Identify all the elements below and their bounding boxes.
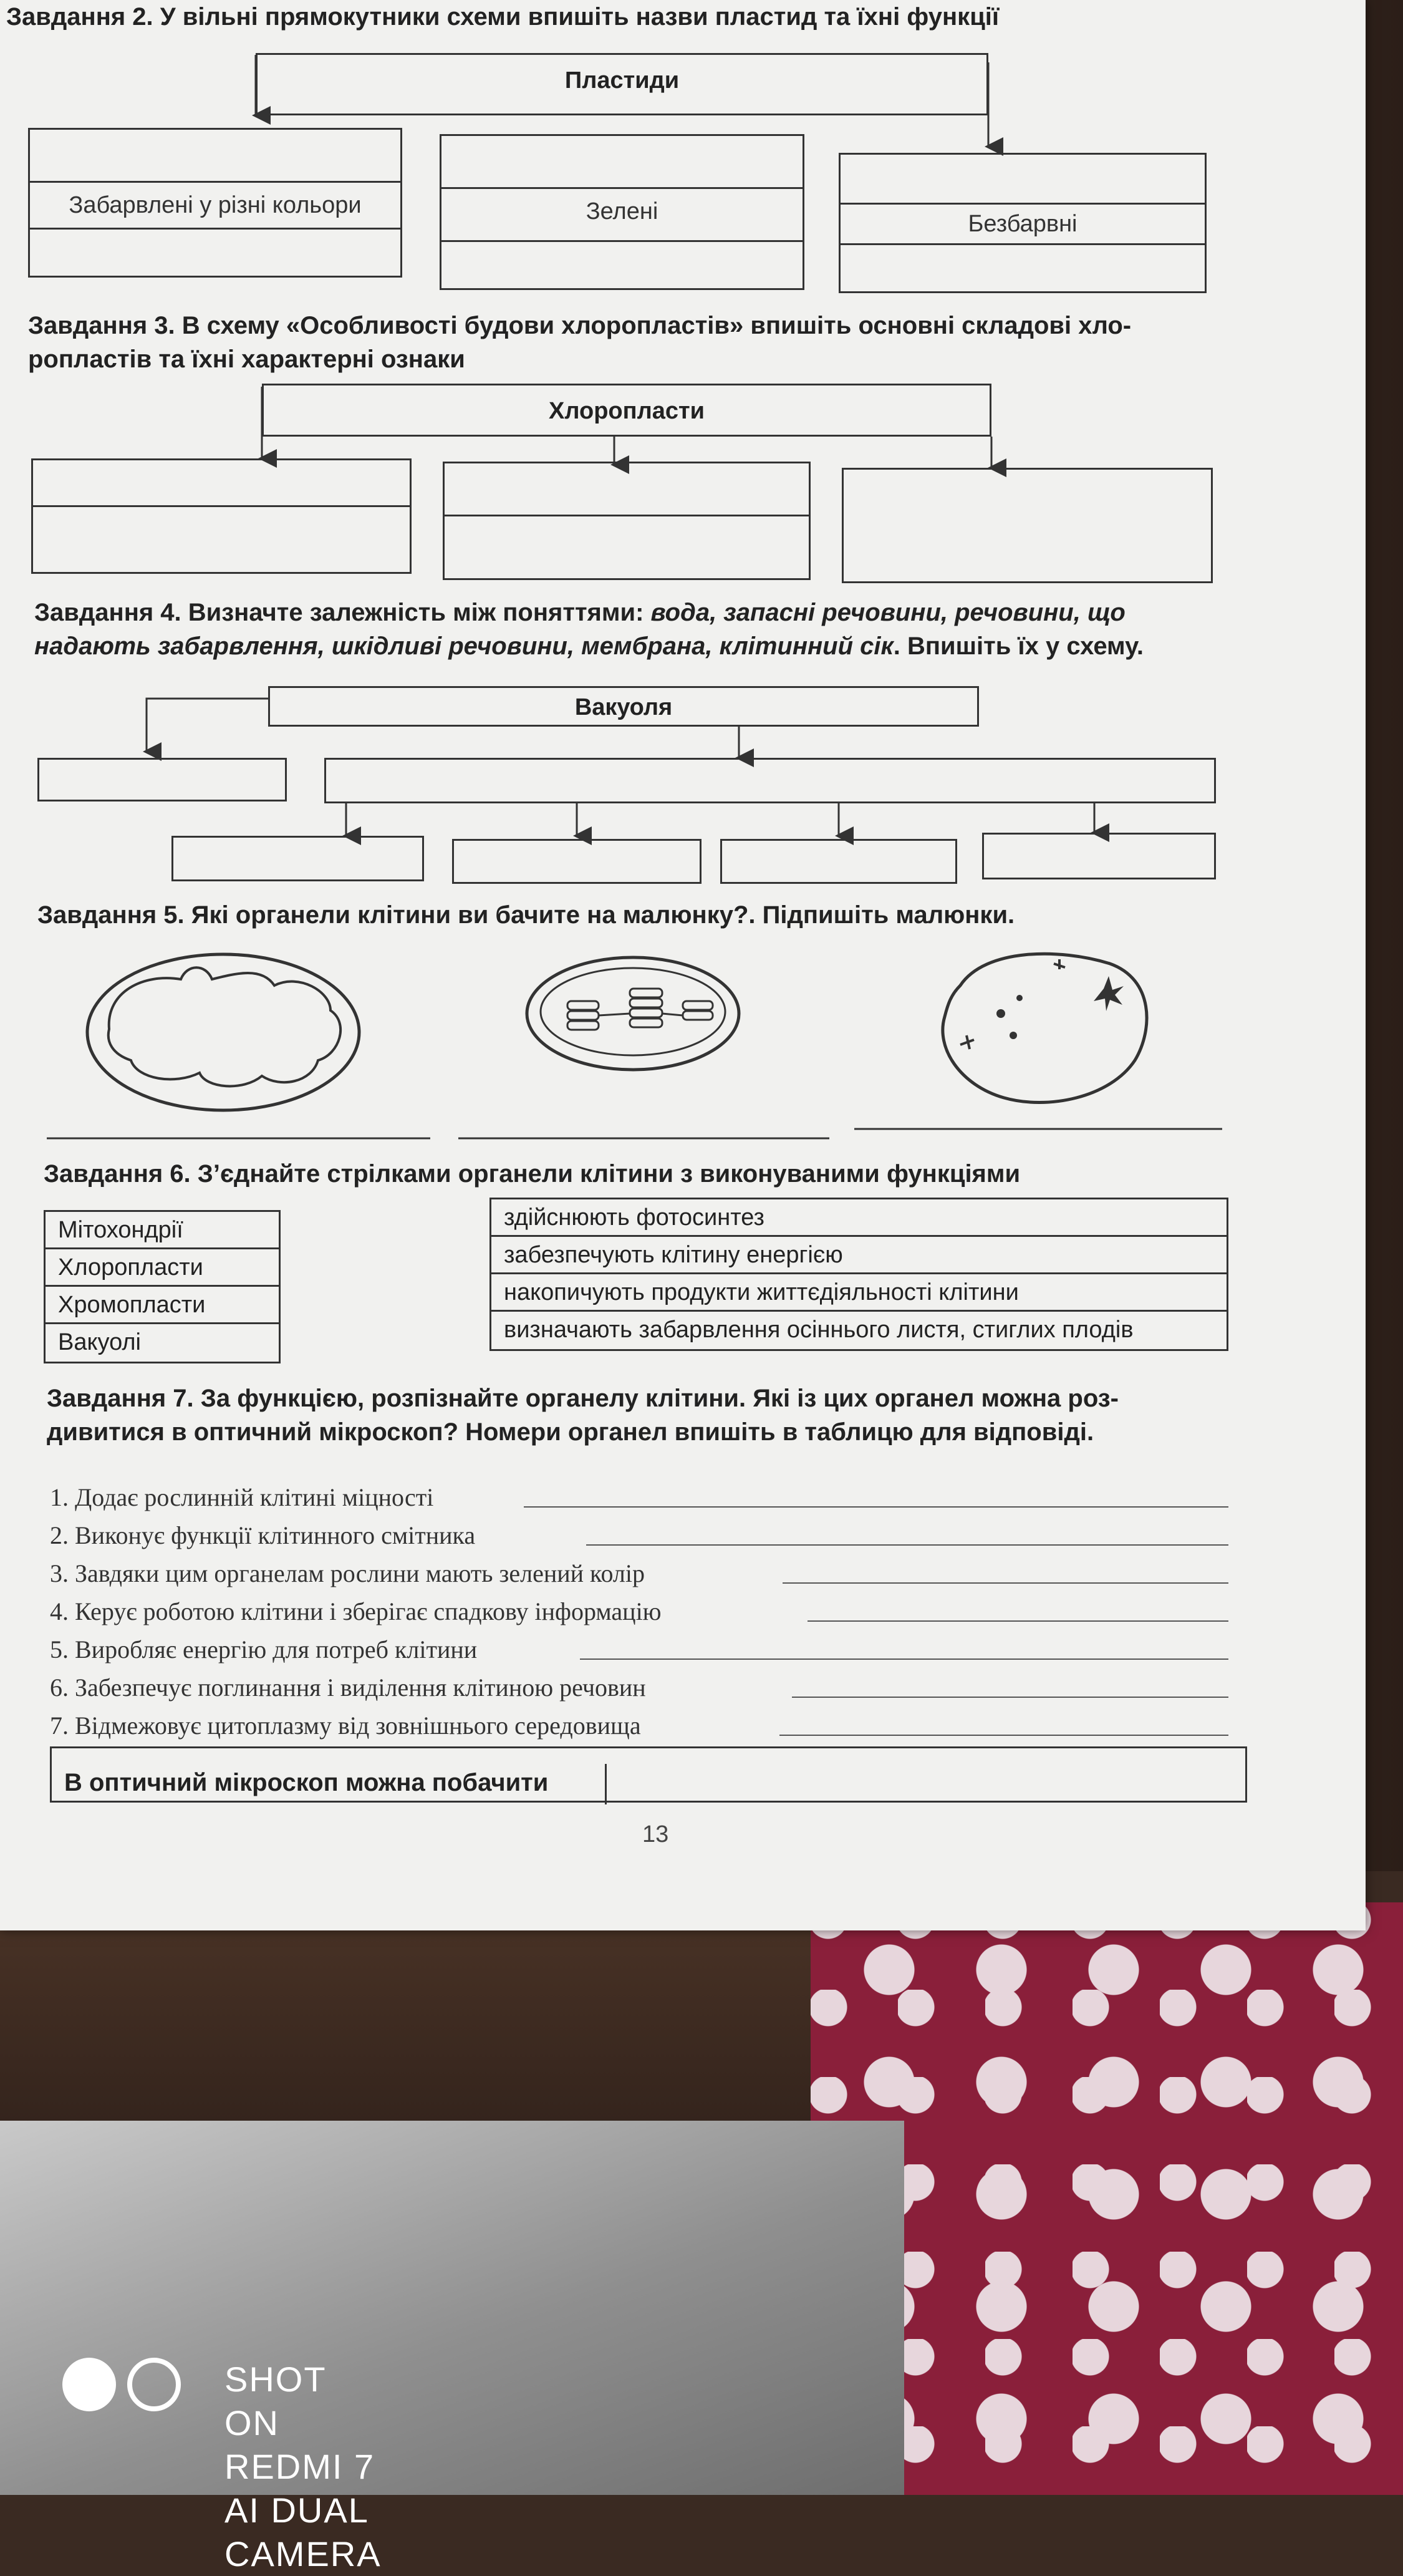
- organelles-table: [44, 1210, 281, 1363]
- watermark-line1: SHOT ON REDMI 7: [224, 2360, 375, 2486]
- watermark-text: [224, 2358, 382, 2576]
- list-item: 4. Керує роботою клітини і зберігає спадкову інформацію: [50, 1592, 662, 1630]
- organelle-functions-list: [50, 1478, 662, 1745]
- organelle-item[interactable]: Вакуолі: [58, 1329, 141, 1355]
- page-number: 13: [642, 1821, 669, 1847]
- list-item: 2. Виконує функції клітинного смітника: [50, 1516, 662, 1554]
- watermark-line2: AI DUAL CAMERA: [224, 2491, 382, 2574]
- circle-outline-icon: [127, 2358, 181, 2411]
- task7-title: [47, 1382, 1356, 1449]
- plastid-box-3-label: Безбарвні: [968, 211, 1078, 237]
- list-item: 7. Відмежовує цитоплазму від зовнішнього середовища: [50, 1707, 662, 1745]
- task7-title-line2: дивитися в оптичний мікроскоп? Номери органел впишіть в таблицю для відповіді.: [47, 1418, 1094, 1446]
- task3-title-line1: Завдання 3. В схему «Особливості будови хлоропластів» впишіть основні складові хло-: [28, 312, 1132, 339]
- list-item: 5. Виробляє енергію для потреб клітини: [50, 1630, 662, 1668]
- functions-table: [489, 1198, 1228, 1351]
- function-item[interactable]: визначають забарвлення осіннього листя, стиглих плодів: [504, 1317, 1134, 1343]
- answer-table[interactable]: [50, 1746, 1247, 1803]
- circle-filled-icon: [62, 2358, 116, 2411]
- task4-title-c: надають забарвлення, шкідливі речовини, мембрана, клітинний сік: [34, 632, 894, 660]
- vacuole-header: Вакуоля: [574, 694, 673, 720]
- plastid-box-2-label: Зелені: [586, 198, 658, 225]
- organelle-item[interactable]: Хлоропласти: [46, 1249, 279, 1287]
- answer-line[interactable]: [808, 1620, 1228, 1622]
- answer-line[interactable]: [779, 1735, 1228, 1736]
- function-item[interactable]: накопичують продукти життєдіяльності клітини: [491, 1274, 1227, 1312]
- task4-title-a: Завдання 4. Визначте залежність між поняттями:: [34, 599, 651, 626]
- task6-title: Завдання 6. З’єднайте стрілками органели клітини з виконуваними функціями: [44, 1160, 1021, 1188]
- function-item[interactable]: забезпечують клітину енергією: [491, 1237, 1227, 1274]
- organelle-item[interactable]: Мітохондрії: [46, 1212, 279, 1249]
- answer-line[interactable]: [792, 1697, 1228, 1698]
- list-item: 1. Додає рослинній клітині міцності: [50, 1478, 662, 1516]
- background-cloth: [0, 2121, 904, 2495]
- function-item[interactable]: здійснюють фотосинтез: [491, 1199, 1227, 1237]
- organelle-item[interactable]: Хромопласти: [46, 1287, 279, 1324]
- camera-watermark: [62, 2358, 382, 2574]
- answer-line[interactable]: [524, 1506, 1228, 1508]
- answer-line[interactable]: [783, 1582, 1228, 1584]
- chloroplasts-header: Хлоропласти: [549, 398, 705, 424]
- plastids-header: Пластиди: [564, 67, 680, 94]
- answer-label: В оптичний мікроскоп можна побачити: [52, 1764, 607, 1804]
- list-item: 3. Завдяки цим органелам рослини мають зелений колір: [50, 1554, 662, 1592]
- task4-title-b: вода, запасні речовини, речовини, що: [650, 599, 1126, 626]
- task3-title-line2: ропластів та їхні характерні ознаки: [28, 346, 465, 373]
- plastid-box-1-label: Забарвлені у різні кольори: [69, 192, 362, 218]
- list-item: 6. Забезпечує поглинання і виділення клітиною речовин: [50, 1668, 662, 1707]
- answer-line[interactable]: [586, 1544, 1228, 1546]
- task4-title-d: . Впишіть їх у схему.: [893, 632, 1144, 660]
- task5-title: Завдання 5. Які органели клітини ви бачите на малюнку?. Підпишіть малюнки.: [37, 901, 1015, 929]
- task2-title: Завдання 2. У вільні прямокутники схеми впишіть назви пластид та їхні функції: [6, 3, 1000, 31]
- task7-title-line1: Завдання 7. За функцією, розпізнайте органелу клітини. Які із цих органел можна роз-: [47, 1385, 1119, 1412]
- answer-line[interactable]: [580, 1658, 1228, 1660]
